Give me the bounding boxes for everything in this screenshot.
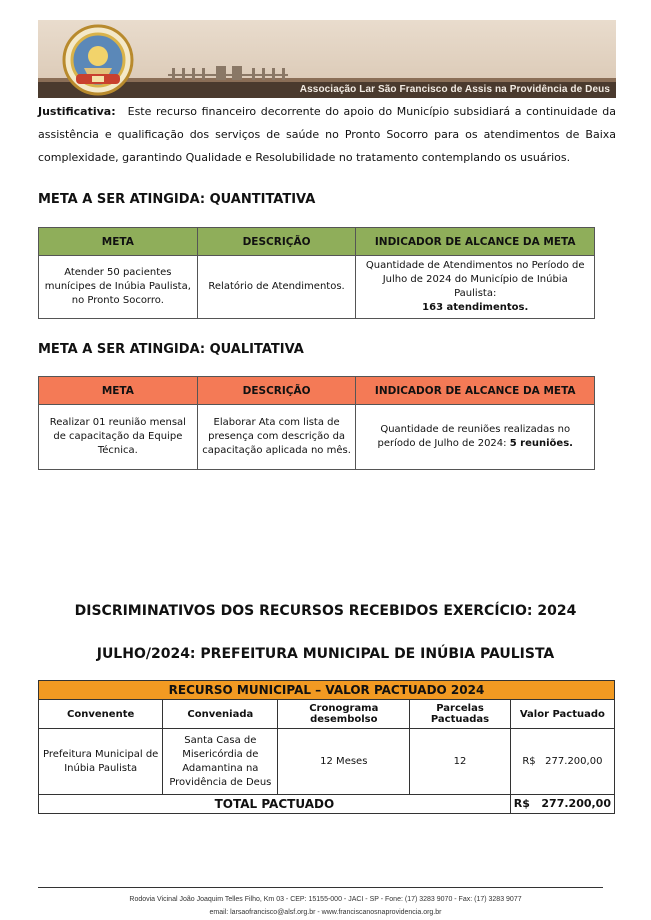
cell-indicador bbox=[356, 405, 595, 470]
indicador-result: 5 reuniões. bbox=[509, 438, 573, 449]
header-conveniada: Conveniada bbox=[163, 700, 278, 729]
caption-row bbox=[39, 681, 615, 700]
fence-decoration bbox=[168, 66, 288, 80]
cell-parcelas: 12 bbox=[410, 729, 511, 795]
qualitative-title: META A SER ATINGIDA: QUALITATIVA bbox=[38, 342, 304, 357]
cell-meta: Atender 50 pacientes munícipes de Inúbia Paulista, no Pronto Socorro. bbox=[39, 256, 198, 319]
header-indicador: INDICADOR DE ALCANCE DA META bbox=[356, 377, 595, 405]
cell-convenente: Prefeitura Municipal de Inúbia Paulista bbox=[39, 729, 163, 795]
table-header-row bbox=[39, 700, 615, 729]
cell-conveniada: Santa Casa de Misericórdia de Adamantina na Providência de Deus bbox=[163, 729, 278, 795]
table-header-row bbox=[39, 377, 595, 405]
header-cronograma: Cronograma desembolso bbox=[278, 700, 410, 729]
quantitative-title: META A SER ATINGIDA: QUANTITATIVA bbox=[38, 192, 316, 207]
recurso-table bbox=[38, 680, 615, 814]
organization-seal-icon bbox=[62, 24, 134, 96]
letterhead bbox=[38, 20, 616, 98]
footer-address: Rodovia Vicinal João Joaquim Telles Filho, Km 03 - CEP: 15155-000 - JACI - SP - Fone: (17) 3283 9070 - Fax: (17) 3283 9077 bbox=[129, 896, 522, 903]
header-valor: Valor Pactuado bbox=[510, 700, 614, 729]
table-row bbox=[39, 256, 595, 319]
total-label: TOTAL PACTUADO bbox=[39, 795, 511, 814]
total-row bbox=[39, 795, 615, 814]
qualitative-table bbox=[38, 376, 595, 470]
table-header-row bbox=[39, 228, 595, 256]
justification-label: Justificativa: bbox=[38, 105, 116, 118]
justification-paragraph bbox=[38, 100, 616, 169]
table-row bbox=[39, 729, 615, 795]
quantitative-table bbox=[38, 227, 595, 319]
julho-title: JULHO/2024: PREFEITURA MUNICIPAL DE INÚBIA PAULISTA bbox=[96, 646, 555, 662]
header-parcelas: Parcelas Pactuadas bbox=[410, 700, 511, 729]
total-valor: R$ 277.200,00 bbox=[510, 795, 614, 814]
justification-text: Este recurso financeiro decorrente do apoio do Município subsidiará a continuidade da assistência e qualificação dos serviços de saúde no Pronto Socorro para os atendimentos de Baixa complexidade, garantindo Qualidade e Resolubilidade no tratamento contemplando os usuários. bbox=[38, 105, 616, 164]
recurso-caption: RECURSO MUNICIPAL – VALOR PACTUADO 2024 bbox=[39, 681, 615, 700]
header-meta: META bbox=[39, 228, 198, 256]
indicador-text: Quantidade de reuniões realizadas no período de Julho de 2024: bbox=[377, 424, 571, 449]
cell-cronograma: 12 Meses bbox=[278, 729, 410, 795]
cell-descricao: Elaborar Ata com lista de presença com descrição da capacitação aplicada no mês. bbox=[197, 405, 356, 470]
discriminativos-title: DISCRIMINATIVOS DOS RECURSOS RECEBIDOS EXERCÍCIO: 2024 bbox=[74, 603, 577, 619]
table-row bbox=[39, 405, 595, 470]
cell-valor: R$ 277.200,00 bbox=[510, 729, 614, 795]
cell-indicador bbox=[356, 256, 595, 319]
header-indicador: INDICADOR DE ALCANCE DA META bbox=[356, 228, 595, 256]
header-meta: META bbox=[39, 377, 198, 405]
indicador-text: Quantidade de Atendimentos no Período de Julho de 2024 do Município de Inúbia Paulista: bbox=[365, 260, 585, 299]
header-descricao: DESCRIÇÃO bbox=[197, 228, 356, 256]
header-descricao: DESCRIÇÃO bbox=[197, 377, 356, 405]
header-convenente: Convenente bbox=[39, 700, 163, 729]
indicador-result: 163 atendimentos. bbox=[422, 302, 529, 313]
organization-name: Associação Lar São Francisco de Assis na Providência de Deus bbox=[299, 84, 610, 95]
cell-descricao: Relatório de Atendimentos. bbox=[197, 256, 356, 319]
cell-meta: Realizar 01 reunião mensal de capacitação da Equipe Técnica. bbox=[39, 405, 198, 470]
footer-divider bbox=[38, 887, 603, 888]
footer-contact: email: larsaofrancisco@alsf.org.br - www.franciscanosnaprovidencia.org.br bbox=[209, 909, 442, 916]
